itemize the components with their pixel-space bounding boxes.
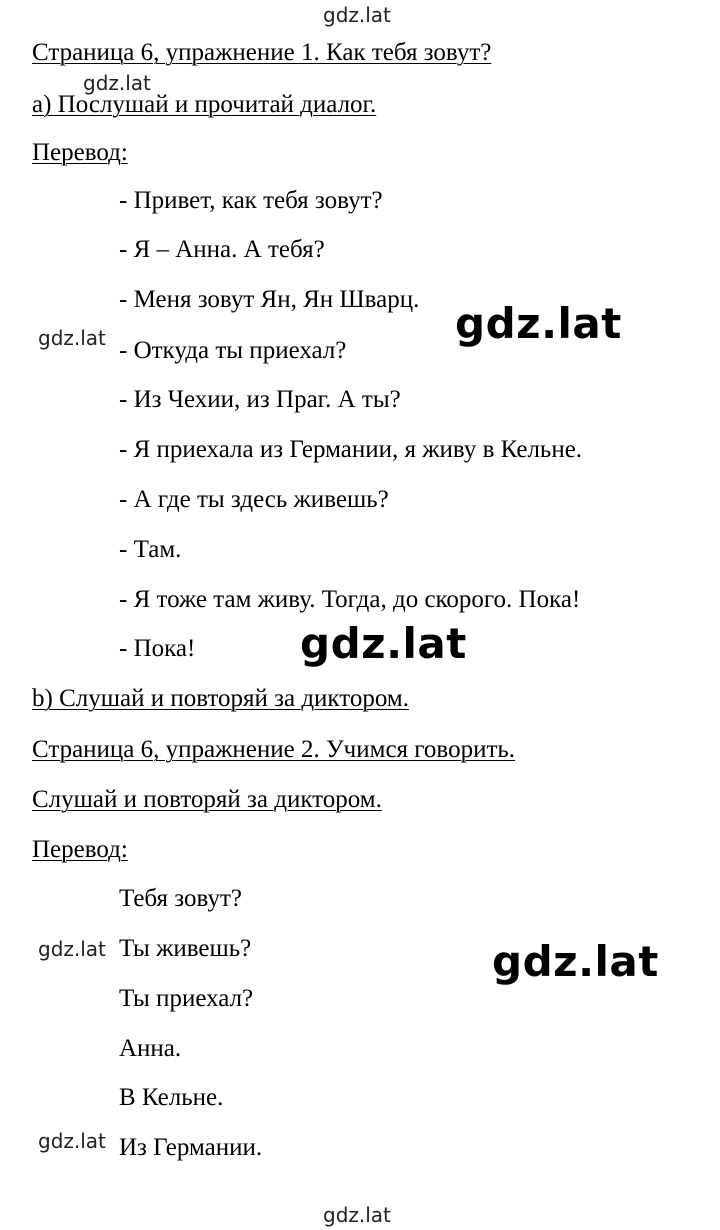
dialogue-line: - Там.: [119, 536, 182, 563]
watermark-large-2: gdz.lat: [300, 619, 467, 668]
dialogue-line: - Привет, как тебя зовут?: [119, 187, 383, 214]
phrase-line: Ты приехал?: [119, 985, 254, 1012]
watermark-left-1: gdz.lat: [83, 71, 151, 95]
dialogue-line: - Я приехала из Германии, я живу в Кельне.: [119, 436, 583, 463]
phrase-line: Тебя зовут?: [119, 885, 242, 912]
dialogue-line: - Откуда ты приехал?: [119, 337, 347, 364]
dialogue-line: - Меня зовут Ян, Ян Шварц.: [119, 286, 420, 313]
translation-label-2: Перевод:: [32, 836, 128, 863]
watermark-bottom: gdz.lat: [323, 1203, 391, 1227]
exercise-2-heading: Страница 6, упражнение 2. Учимся говорить.: [32, 736, 516, 763]
exercise-1-task-a: a) Послушай и прочитай диалог.: [32, 91, 377, 118]
watermark-left-2: gdz.lat: [38, 326, 106, 350]
watermark-large-1: gdz.lat: [455, 299, 622, 348]
dialogue-line: - Я – Анна. А тебя?: [119, 236, 325, 263]
phrase-line: Из Германии.: [119, 1134, 263, 1161]
dialogue-line: - А где ты здесь живешь?: [119, 486, 389, 513]
watermark-left-3: gdz.lat: [38, 937, 106, 961]
phrase-line: В Кельне.: [119, 1084, 224, 1111]
watermark-large-3: gdz.lat: [492, 937, 659, 986]
exercise-1-task-b: b) Слушай и повторяй за диктором.: [32, 685, 409, 712]
translation-label-1: Перевод:: [32, 139, 128, 166]
watermark-top: gdz.lat: [323, 3, 391, 27]
dialogue-line: - Пока!: [119, 635, 196, 662]
exercise-2-instruction: Слушай и повторяй за диктором.: [32, 786, 382, 813]
phrase-line: Ты живешь?: [119, 935, 252, 962]
watermark-left-4: gdz.lat: [38, 1129, 106, 1153]
exercise-1-heading: Страница 6, упражнение 1. Как тебя зовут?: [32, 39, 492, 66]
dialogue-line: - Я тоже там живу. Тогда, до скорого. Пока!: [119, 586, 581, 613]
phrase-line: Анна.: [119, 1035, 182, 1062]
dialogue-line: - Из Чехии, из Праг. А ты?: [119, 386, 401, 413]
